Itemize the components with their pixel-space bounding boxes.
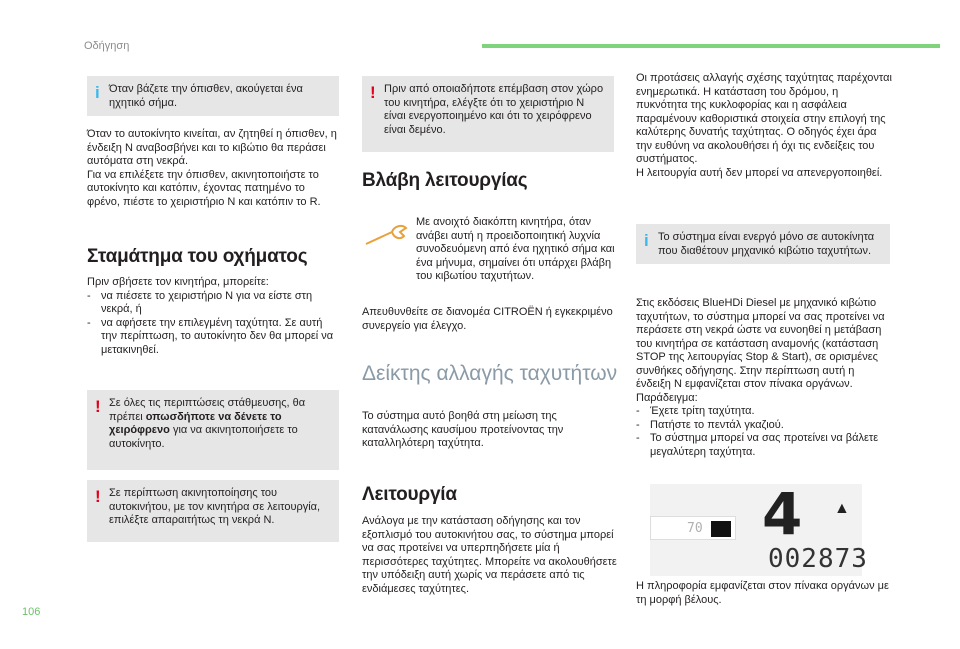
warning-text: για να ακινητοποιήσετε το αυτοκίνητο. xyxy=(109,424,298,450)
section-title: Βλάβη λειτουργίας xyxy=(362,170,528,191)
paragraph: Στις εκδόσεις BlueHDi Diesel με μηχανικό κιβώτιο ταχυτήτων, το σύστημα μπορεί να σας προτείνει να περάσετε στη νεκρά ώστε να ευνοηθεί η μετάβαση του κινητήρα σε κατάσταση αναμονής (κατάσταση STOP της λειτουργίας Stop & Start), σε ορισμένες συνθήκες οδήγησης. Στην περίπτωση αυτή η ένδειξη N εμφανίζεται στον πίνακα οργάνων. xyxy=(636,297,885,390)
warning-box-neutral xyxy=(87,480,339,542)
paragraph: Ανάλογα με την κατάσταση οδήγησης και τον εξοπλισμό του αυτοκινήτου σας, το σύστημα μπορεί να σας προτείνει να υπερπηδήσετε μία ή περισσότερες ταχύτητες. Μπορείτε να ακολουθήσετε την υπόδειξη αυτή χωρίς να περάσετε από τις ενδιάμεσες ταχύτητες. xyxy=(362,515,617,595)
list-item: - Έχετε τρίτη ταχύτητα. xyxy=(636,405,755,417)
paragraph: Πριν σβήσετε τον κινητήρα, μπορείτε: xyxy=(87,276,269,288)
caption: Η πληροφορία εμφανίζεται στον πίνακα οργάνων με τη μορφή βέλους. xyxy=(636,580,889,606)
wrench-warning-icon xyxy=(364,222,410,248)
paragraph: Όταν το αυτοκίνητο κινείται, αν ζητηθεί η όπισθεν, η ένδειξη N αναβοσβήνει και το κιβώτιο θα περάσει αυτόματα στη νεκρά. xyxy=(87,128,337,167)
list-item: - να αφήσετε την επιλεγμένη ταχύτητα. Σε αυτή την περίπτωση, το αυτοκίνητο δεν θα μπορεί να μετακινηθεί. xyxy=(87,316,334,356)
odometer: 002873 xyxy=(768,544,868,574)
header-bar xyxy=(482,44,940,48)
section-title: Σταμάτημα του οχήματος xyxy=(87,246,308,267)
list-item: - να πιέσετε το χειριστήριο N για να είστε στη νεκρά, ή xyxy=(87,289,313,315)
header-title: Οδήγηση xyxy=(84,40,130,52)
list-item: - Το σύστημα μπορεί να σας προτείνει να βάλετε μεγαλύτερη ταχύτητα. xyxy=(636,432,879,458)
speed-value: 70 xyxy=(687,521,703,536)
warning-text-bold: οπωσδήποτε να δένετε το χειρόφρενο xyxy=(109,410,282,436)
section-title: Λειτουργία xyxy=(362,484,457,505)
warning-box-parking xyxy=(87,390,339,470)
paragraph: Απευθυνθείτε σε διανομέα CITROËN ή εγκεκριμένο συνεργείο για έλεγχο. xyxy=(362,306,613,332)
warning-icon: ! xyxy=(95,397,101,416)
paragraph: Παράδειγμα: xyxy=(636,391,698,404)
info-icon: i xyxy=(95,83,100,102)
paragraph: Η λειτουργία αυτή δεν μπορεί να απενεργοποιηθεί. xyxy=(636,166,883,179)
speed-display xyxy=(650,516,736,540)
warning-icon: ! xyxy=(370,83,376,102)
warning-box-engine xyxy=(362,76,614,152)
display-block xyxy=(711,521,731,537)
list-item: - Πατήστε το πεντάλ γκαζιού. xyxy=(636,418,784,431)
info-box-text: Το σύστημα είναι ενεργό μόνο σε αυτοκίνητα που διαθέτουν μηχανικό κιβώτιο ταχυτήτων. xyxy=(658,231,875,257)
warning-text: Σε περίπτωση ακινητοποίησης του αυτοκινήτου, με τον κινητήρα σε λειτουργία, επιλέξτε απαραιτήτως τη νεκρά N. xyxy=(109,487,321,526)
paragraph: Για να επιλέξετε την όπισθεν, ακινητοποιήστε το αυτοκίνητο και κατόπιν, έχοντας πατημένο το φρένο, πιέστε το χειριστήριο N και κατόπιν το R. xyxy=(87,168,321,208)
section-title: Δείκτης αλλαγής ταχυτήτων xyxy=(362,362,618,385)
page-number: 106 xyxy=(22,606,41,618)
info-box-manual xyxy=(636,224,890,264)
warning-icon: ! xyxy=(95,487,101,506)
info-box-text: Όταν βάζετε την όπισθεν, ακούγεται ένα ηχητικό σήμα. xyxy=(109,83,303,109)
warning-text: Πριν από οποιαδήποτε επέμβαση στον χώρο του κινητήρα, ελέγξτε ότι το χειριστήριο N είναι ενεργοποιημένο και ότι το χειρόφρενο είναι δεμένο. xyxy=(384,83,604,136)
paragraph: Το σύστημα αυτό βοηθά στη μείωση της κατανάλωσης καυσίμου προτείνοντας την καταλληλότερη ταχύτητα. xyxy=(362,410,564,449)
info-icon: i xyxy=(644,231,649,250)
instrument-panel-display xyxy=(650,480,868,576)
paragraph: Με ανοιχτό διακόπτη κινητήρα, όταν ανάβει αυτή η προειδοποιητική λυχνία συνοδευόμενη από ένα ηχητικό σήμα και ένα μήνυμα, σημαίνει ότι υπάρχει βλάβη του κιβωτίου ταχυτήτων. xyxy=(416,216,615,282)
paragraph: Οι προτάσεις αλλαγής σχέσης ταχύτητας παρέχονται ενημερωτικά. Η κατάσταση του δρόμου, η πυκνότητα της κυκλοφορίας και η ασφάλεια παραμένουν καθοριστικά στοιχεία στην επιλογή της καλύτερης δυνατής ταχύτητας. Ο οδηγός έχει άρα την ευθύνη να ακολουθήσει ή όχι τις ενδείξεις του συστήματος. xyxy=(636,72,892,165)
warning-text: Σε όλες τις περιπτώσεις στάθμευσης, θα πρέπει xyxy=(109,397,306,423)
gear-indicator: 4 xyxy=(762,480,803,548)
up-arrow-icon: ▲ xyxy=(834,500,850,517)
info-box-reverse xyxy=(87,76,339,116)
